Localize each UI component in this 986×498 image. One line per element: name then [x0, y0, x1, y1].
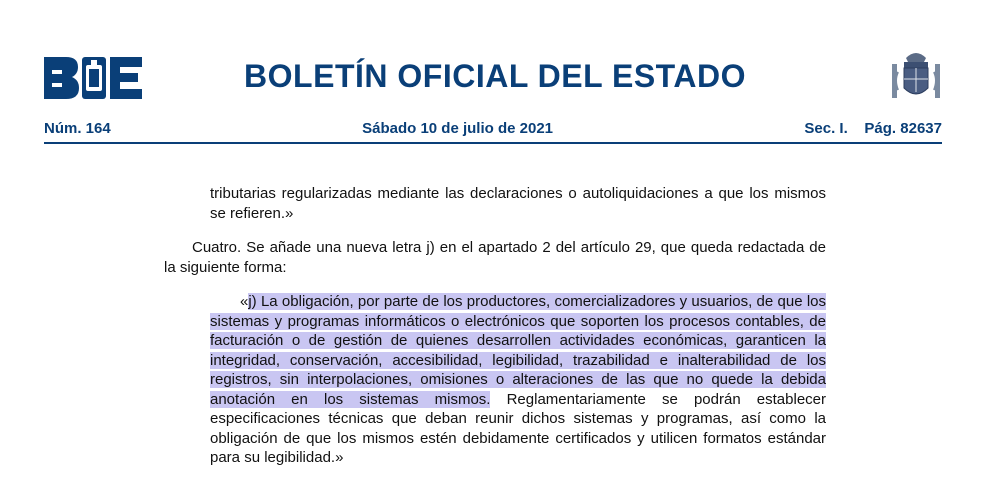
highlighted-text[interactable]: j) La obligación, por parte de los productores, comercializadores y usuarios, de que los sistemas y programas informáticos o electrónicos que soporten los procesos contables, de facturación o de gestión de quienes desarrollen actividades económicas, garanticen la integridad, conservación, accesibilidad, legibilidad, trazabilidad e inalterabilidad de los registros, sin interpolaciones, omisiones o alteraciones de las que no quede la debida anotación en los sistemas mismos. [210, 293, 826, 408]
boe-logo-icon [44, 55, 144, 101]
paragraph-2: Cuatro. Se añade una nueva letra j) en el apartado 2 del artículo 29, que queda redactada de la siguiente forma: [164, 239, 826, 276]
paragraph-3-rest: Reglamentariamente se podrán establecer especificaciones técnicas que deban reunir dichos sistemas y programas, así como la obligación de que los mismos estén debidamente certificados y utilicen formatos estándar para su legibilidad.» [210, 390, 826, 466]
header-meta [44, 120, 942, 137]
page-number: Pág. 82637 [864, 120, 942, 137]
section-label: Sec. I. [804, 120, 848, 137]
section-page [804, 120, 942, 137]
issue-date: Sábado 10 de julio de 2021 [362, 120, 553, 137]
coat-of-arms-icon [888, 50, 944, 106]
paragraph-1: tributarias regularizadas mediante las declaraciones o autoliquidaciones a que los mismos se refieren.» [210, 185, 826, 222]
paragraph-3 [210, 292, 826, 468]
issue-number: Núm. 164 [44, 120, 111, 137]
header-divider [44, 142, 942, 144]
page-title: BOLETÍN OFICIAL DEL ESTADO [244, 58, 746, 94]
boe-logo [44, 55, 144, 101]
open-quote: « [240, 293, 249, 310]
